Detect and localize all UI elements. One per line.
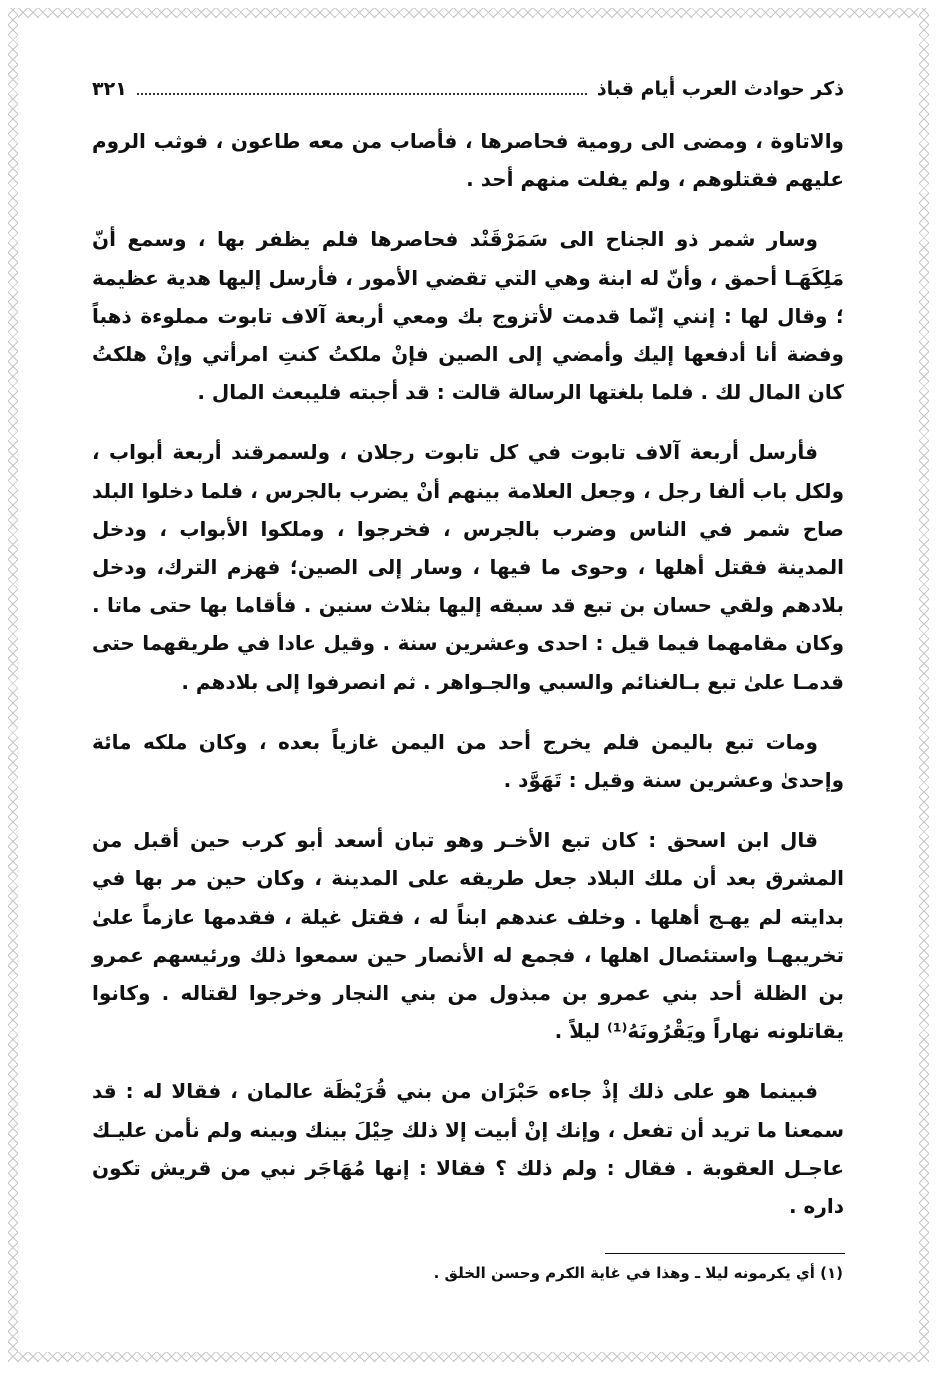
- page-content: [92, 78, 844, 1247]
- page-number: ٣٢١: [92, 78, 127, 100]
- body-text: [92, 122, 844, 1225]
- paragraph: فأرسل أربعة آلاف تابوت في كل تابوت رجلان ، ولسمرقند أربعة أبواب ، ولكل باب ألفا رجل ، وجعل العلامة بينهم أنْ يضرب بالجرس ، فلما دخلوا البلد صاح شمر في الناس وضرب بالجرس ، فخرجوا ، وملكوا الأبواب ، ودخل المدينة فقتل أهلها ، وحوى ما فيها ، وسار إلى الصين؛ فهزم الترك، ودخل بلادهم ولقي حسان بن تبع قد سبقه إليها بثلاث سنين . فأقاما بها حتى ماتا . وكان مقامهما فيما قيل : احدى وعشرين سنة . وقيل عادا في طريقهما حتى قدمـا علىٰ تبع بـالغنائم والسبي والجـواهر . ثم انصرفوا إلى بلادهم .: [92, 440, 844, 694]
- page-border-right: [919, 8, 929, 1362]
- paragraph: وسار شمر ذو الجناح الى سَمَرْقَنْد فحاصرها فلم يظفر بها ، وسمع أنّ مَلِكَهَـا أحمق ، وأنّ له ابنة وهي التي تقضي الأمور ، فأرسل إليها هدية عظيمة ؛ وقال لها : إنني إنّما قدمت لأتزوج بك ومعي أربعة آلاف تابوت مملوءة ذهباً وفضة أنا أدفعها إليك وأمضي إلى الصين فإنْ ملكتُ كنتِ امرأتي وإنْ هلكتُ كان المال لك . فلما بلغتها الرسالة قالت : قد أجبته فليبعث المال .: [92, 227, 844, 405]
- footnote: (١) أي يكرمونه ليلا ـ وهذا في غاية الكرم وحسن الخلق .: [433, 1264, 843, 1282]
- paragraph: والاتاوة ، ومضى الى رومية فحاصرها ، فأصاب من معه طاعون ، فوثب الروم عليهم فقتلوهم ، ولم يفلت منهم أحد .: [92, 129, 844, 192]
- chapter-title: ذكر حوادث العرب أيام قباذ: [596, 78, 844, 100]
- header-dot-leader: [137, 79, 587, 95]
- footnote-separator: [605, 1253, 845, 1254]
- page-border-top: [18, 8, 919, 18]
- paragraph: ومات تبع باليمن فلم يخرج أحد من اليمن غازياً بعده ، وكان ملكه مائة وإحدىٰ وعشرين سنة وقيل : تَهَوَّد .: [92, 729, 844, 793]
- page-border-bottom: [18, 1352, 919, 1362]
- paragraph: فبينما هو على ذلك إذْ جاءه حَبْرَان من بني قُرَيْظَة عالمان ، فقالا له : قد سمعنا ما تريد أن تفعل ، وإنك إنْ أبيت إلا ذلك حِيْلَ بينك وبينه ولم نأمن عليـك عاجـل العقوبة . فقال : ولم ذلك ؟ فقالا : إنها مُهَاجَر نبي من قريش تكون داره .: [92, 1079, 844, 1219]
- page-border-left: [8, 8, 18, 1362]
- paragraph: قال ابن اسحق : كان تبع الأخـر وهو تبان أسعد أبو كرب حين أقبل من المشرق بعد أن ملك البلاد جعل طريقه على المدينة ، وكان حين مر بها في بدايته لم يهـج أهلها . وخلف عندهم ابناً له ، فقتل غيلة ، فقدمها عازماً علىٰ تخريبهـا واستئصال اهلها ، فجمع له الأنصار حين سمعوا ذلك ورئيسهم عمرو بن الظلة أحد بني عمرو بن مبذول من بني النجار وخرجوا لقتاله . وكانوا يقاتلونه نهاراً ويَقْرُونَهُ⁽¹⁾ ليلاً .: [92, 828, 844, 1044]
- running-header: [92, 78, 844, 108]
